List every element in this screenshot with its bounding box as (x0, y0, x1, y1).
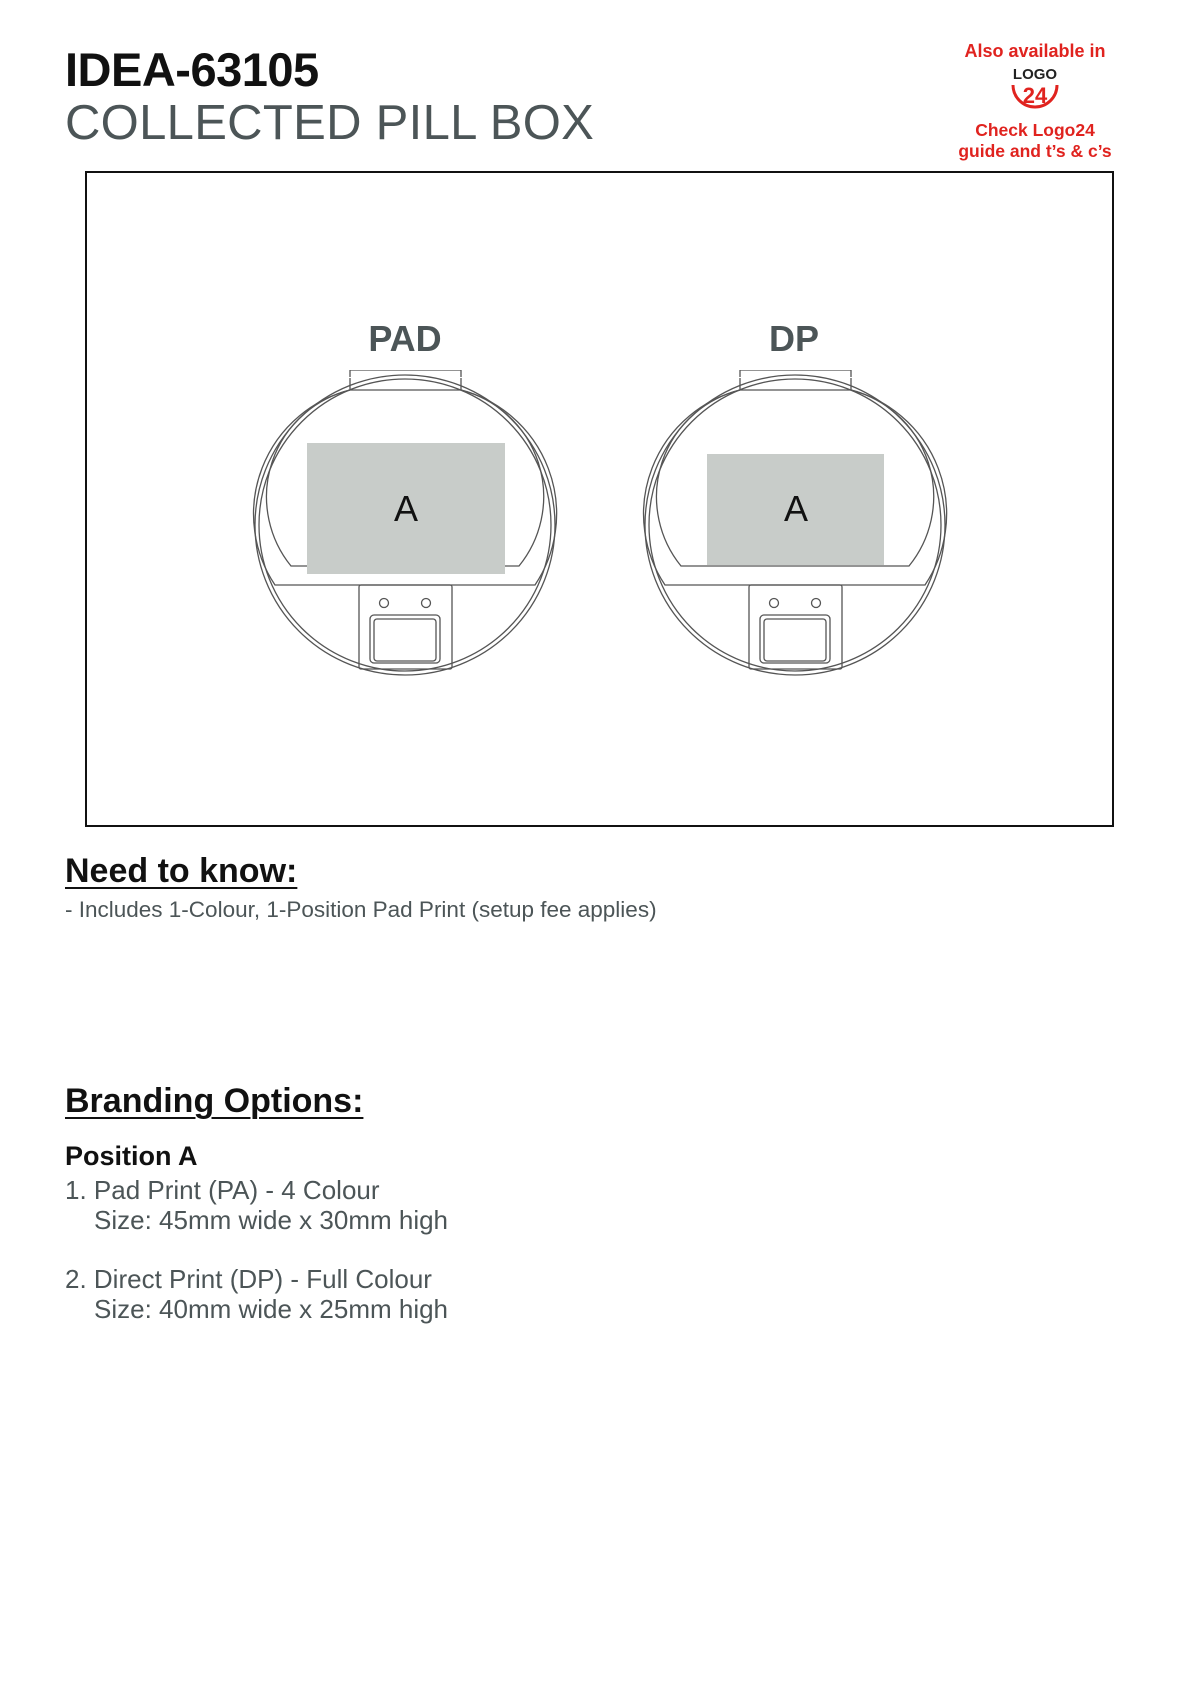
pill-box-dp-view (640, 370, 960, 690)
also-available-text: Also available in (964, 41, 1106, 61)
product-name: COLLECTED PILL BOX (65, 96, 595, 150)
logo24-icon (1009, 64, 1061, 120)
view-label-pad: PAD (368, 318, 442, 359)
logo-number: 24 (1022, 83, 1048, 108)
view-label-dp: DP (768, 318, 819, 359)
logo-word: LOGO (1012, 66, 1058, 83)
option-line: 2. Direct Print (DP) - Full Colour (65, 1264, 432, 1294)
guide-line-1: Check Logo24 (975, 120, 1095, 140)
branding-options-heading: Branding Options: (65, 1082, 364, 1120)
need-to-know-heading: Need to know: (65, 852, 298, 890)
logo24-guide-text (950, 120, 1120, 162)
branding-option-direct-print (65, 1264, 448, 1324)
position-a-title: Position A (65, 1141, 198, 1171)
position-letter: A (393, 488, 419, 529)
option-size: Size: 45mm wide x 30mm high (94, 1205, 449, 1235)
branding-option-pad-print (65, 1175, 448, 1235)
option-line: 1. Pad Print (PA) - 4 Colour (65, 1175, 380, 1205)
option-size: Size: 40mm wide x 25mm high (94, 1294, 449, 1324)
product-code: IDEA-63105 (65, 43, 319, 96)
need-to-know-item: - Includes 1-Colour, 1-Position Pad Print (setup fee applies) (65, 897, 657, 922)
guide-line-2: guide and t’s & c’s (958, 141, 1112, 161)
pill-box-pad-view (250, 370, 570, 690)
position-letter: A (783, 488, 809, 529)
